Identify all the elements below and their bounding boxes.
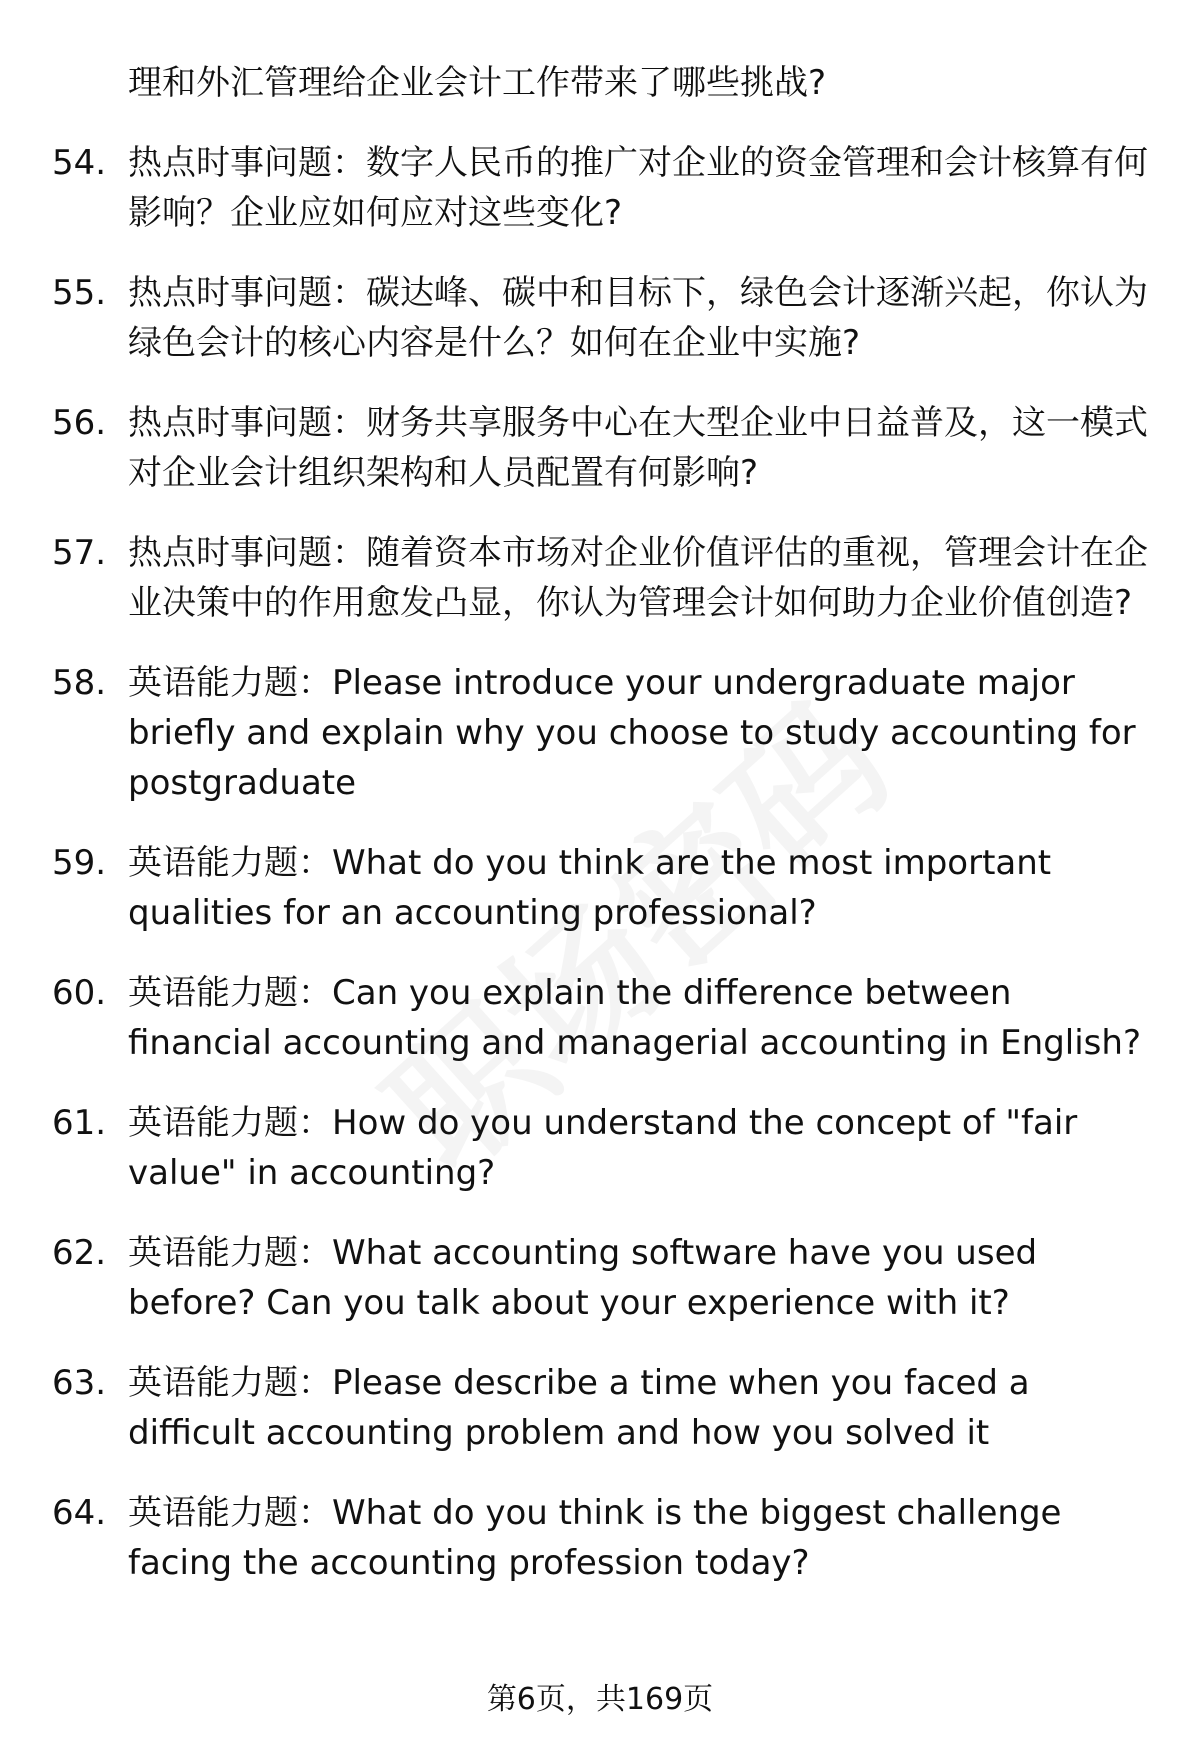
question-text: 热点时事问题：数字人民币的推广对企业的资金管理和会计核算有何影响？企业应如何应对这些变化? [128, 143, 1148, 233]
question-number: 55. [52, 273, 107, 313]
continuation-text: 理和外汇管理给企业会计工作带来了哪些挑战? [128, 63, 827, 103]
question-text: 英语能力题：Please introduce your undergraduate major briefly and explain why you choose to study accounting for postgraduate [128, 663, 1136, 803]
question-text: 英语能力题：How do you understand the concept of "fair value" in accounting? [128, 1103, 1078, 1193]
question-number: 64. [52, 1493, 107, 1533]
question-list [0, 58, 1200, 1618]
page-footer: 第6页，共169页 [486, 1682, 714, 1717]
question-item [0, 138, 1200, 238]
question-number: 63. [52, 1363, 107, 1403]
question-item [0, 658, 1200, 808]
question-item [0, 1098, 1200, 1198]
question-item [0, 968, 1200, 1068]
question-text: 英语能力题：Please describe a time when you faced a difficult accounting problem and how you solved it [128, 1363, 1030, 1453]
question-number: 58. [52, 663, 107, 703]
question-text: 英语能力题：What do you think are the most important qualities for an accounting professional? [128, 843, 1052, 933]
question-number: 56. [52, 403, 107, 443]
question-text: 英语能力题：What accounting software have you used before? Can you talk about your experience with it? [128, 1233, 1038, 1323]
question-item [0, 838, 1200, 938]
question-item [0, 1358, 1200, 1458]
question-text: 英语能力题：Can you explain the difference between financial accounting and managerial accounting in English? [128, 973, 1141, 1063]
question-item [0, 528, 1200, 628]
question-item [0, 268, 1200, 368]
question-item [0, 1488, 1200, 1588]
question-number: 59. [52, 843, 107, 883]
question-number: 57. [52, 533, 107, 573]
question-text: 热点时事问题：碳达峰、碳中和目标下，绿色会计逐渐兴起，你认为绿色会计的核心内容是什么？如何在企业中实施? [128, 273, 1148, 363]
question-number: 62. [52, 1233, 107, 1273]
question-text: 英语能力题：What do you think is the biggest challenge facing the accounting profession today? [128, 1493, 1062, 1583]
question-item [0, 398, 1200, 498]
question-text: 热点时事问题：财务共享服务中心在大型企业中日益普及，这一模式对企业会计组织架构和人员配置有何影响? [128, 403, 1148, 493]
question-number: 61. [52, 1103, 107, 1143]
question-number: 54. [52, 143, 107, 183]
question-number: 60. [52, 973, 107, 1013]
question-item [0, 1228, 1200, 1328]
question-text: 热点时事问题：随着资本市场对企业价值评估的重视，管理会计在企业决策中的作用愈发凸显，你认为管理会计如何助力企业价值创造? [128, 533, 1148, 623]
